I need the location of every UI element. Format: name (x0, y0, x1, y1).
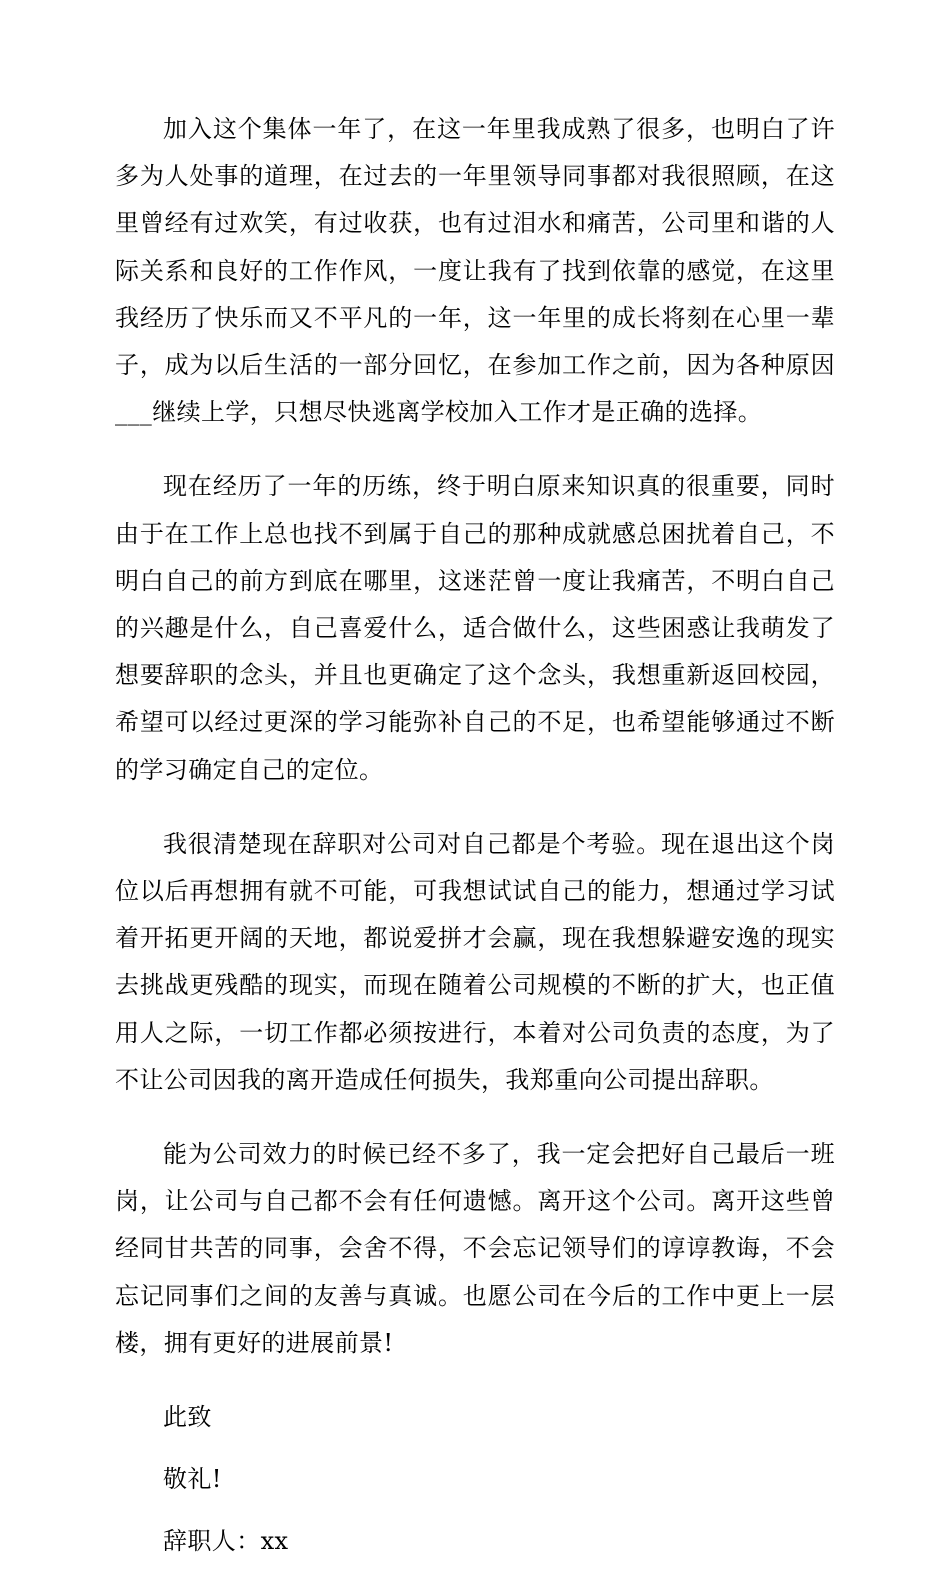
paragraph-1: 加入这个集体一年了，在这一年里我成熟了很多，也明白了许多为人处事的道理，在过去的一年里领导同事都对我很照顾，在这里曾经有过欢笑，有过收获，也有过泪水和痛苦，公司里和谐的人际关系和良好的工作作风，一度让我有了找到依靠的感觉，在这里我经历了快乐而又不平凡的一年，这一年里的成长将刻在心里一辈子，成为以后生活的一部分回忆，在参加工作之前，因为各种原因___继续上学，只想尽快逃离学校加入工作才是正确的选择。 (115, 115, 835, 427)
letter-body (115, 106, 835, 1581)
signature-line: 辞职人：xx (163, 1527, 289, 1556)
paragraph-4: 能为公司效力的时候已经不多了，我一定会把好自己最后一班岗，让公司与自己都不会有任何遗憾。离开这个公司。离开这些曾经同甘共苦的同事，会舍不得，不会忘记领导们的谆谆教诲，不会忘记同事们之间的友善与真诚。也愿公司在今后的工作中更上一层楼，拥有更好的进展前景! (115, 1140, 835, 1357)
salute-line: 敬礼! (163, 1465, 222, 1494)
closing-line: 此致 (163, 1403, 212, 1432)
paragraph-3: 我很清楚现在辞职对公司对自己都是个考验。现在退出这个岗位以后再想拥有就不可能，可我想试试自己的能力，想通过学习试着开拓更开阔的天地，都说爱拼才会赢，现在我想躲避安逸的现实去挑战更残酷的现实，而现在随着公司规模的不断的扩大，也正值用人之际，一切工作都必须按进行，本着对公司负责的态度，为了不让公司因我的离开造成任何损失，我郑重向公司提出辞职。 (115, 829, 835, 1094)
paragraph-2: 现在经历了一年的历练，终于明白原来知识真的很重要，同时由于在工作上总也找不到属于自己的那种成就感总困扰着自己，不明白自己的前方到底在哪里，这迷茫曾一度让我痛苦，不明白自己的兴趣是什么，自己喜爱什么，适合做什么，这些困惑让我萌发了想要辞职的念头，并且也更确定了这个念头，我想重新返回校园，希望可以经过更深的学习能弥补自己的不足，也希望能够通过不断的学习确定自己的定位。 (115, 472, 835, 784)
